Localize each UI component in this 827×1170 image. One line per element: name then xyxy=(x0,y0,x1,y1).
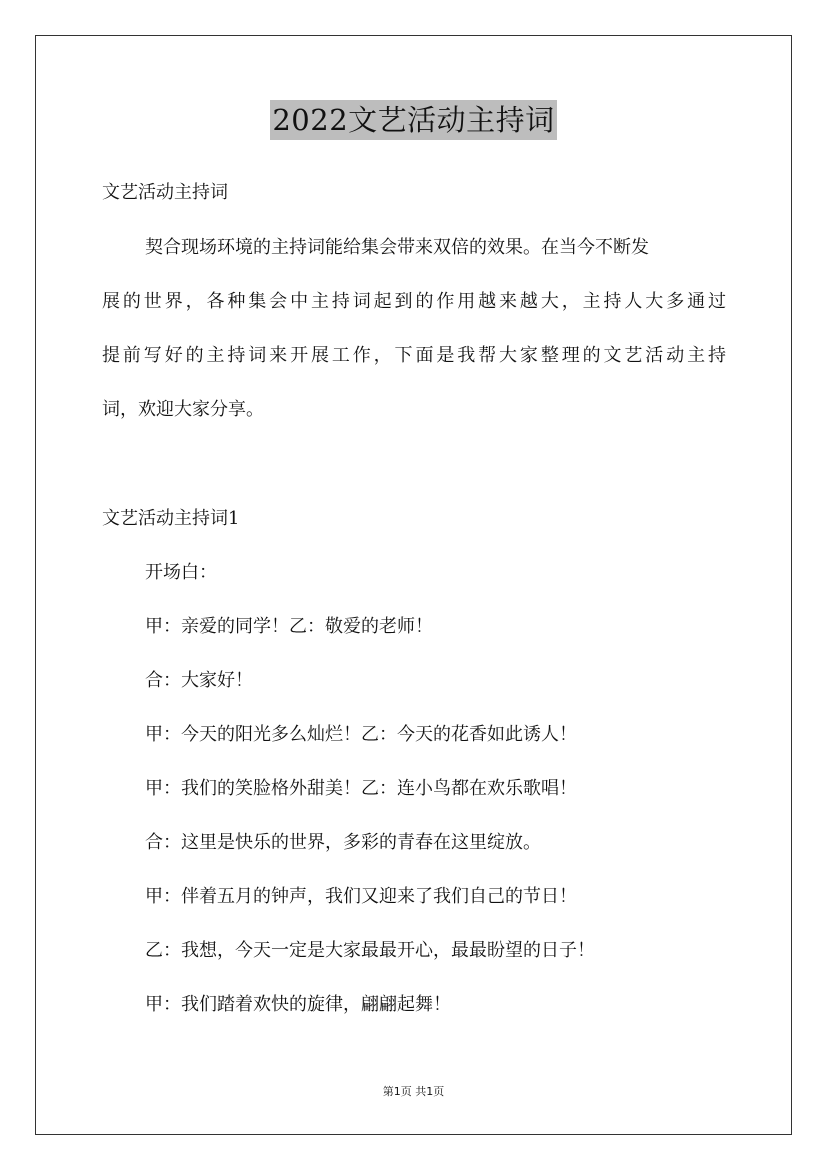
subsection-heading: 文艺活动主持词1 xyxy=(102,508,240,529)
intro-line-3: 提前写好的主持词来开展工作，下面是我帮大家整理的文艺活动主持 xyxy=(102,345,726,366)
script-line-6: 合：这里是快乐的世界，多彩的青春在这里绽放。 xyxy=(145,832,541,853)
script-line-3: 合：大家好！ xyxy=(145,670,253,691)
section-heading: 文艺活动主持词 xyxy=(102,182,228,203)
script-line-8: 乙：我想，今天一定是大家最最开心，最最盼望的日子！ xyxy=(145,940,595,961)
title-container xyxy=(0,100,827,140)
script-line-7: 甲：伴着五月的钟声，我们又迎来了我们自己的节日！ xyxy=(145,886,577,907)
intro-line-4: 词，欢迎大家分享。 xyxy=(102,399,264,420)
script-line-2: 甲：亲爱的同学！乙：敬爱的老师！ xyxy=(145,616,433,637)
script-line-4: 甲：今天的阳光多么灿烂！乙：今天的花香如此诱人！ xyxy=(145,724,577,745)
intro-line-1: 契合现场环境的主持词能给集会带来双倍的效果。在当今不断发 xyxy=(145,237,649,258)
script-line-9: 甲：我们踏着欢快的旋律，翩翩起舞！ xyxy=(145,994,451,1015)
intro-line-2: 展的世界，各种集会中主持词起到的作用越来越大，主持人大多通过 xyxy=(102,291,726,312)
script-line-1: 开场白： xyxy=(145,562,217,583)
page-footer: 第1页 共1页 xyxy=(382,1085,445,1098)
document-title: 2022文艺活动主持词 xyxy=(270,100,556,140)
script-line-5: 甲：我们的笑脸格外甜美！乙：连小鸟都在欢乐歌唱！ xyxy=(145,778,577,799)
